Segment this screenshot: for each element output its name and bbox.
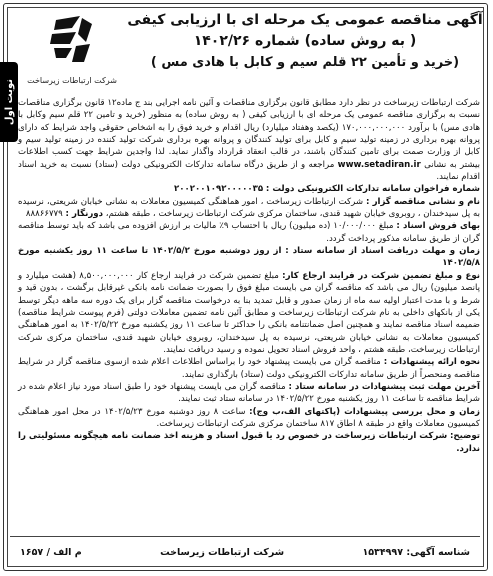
address-text: شرکت ارتباطات زیرساخت ، امور هماهنگی کمیسیون معاملات به نشانی خیابان شریعتی، نرسیده به پل سیدخندان ، روبروی خیابان شهید قندی، ساختمان مرکزی شرکت ارتباطات زیرساخت ، طبقه هشتم،: [18, 196, 480, 220]
address-label: نام و نشانی مناقصه گزار :: [365, 196, 480, 207]
side-tab: [0, 62, 18, 142]
tender-number-row: [18, 183, 480, 195]
ad-header: [125, 10, 485, 73]
tender-number-label: شماره فراخوان سامانه تدارکات الکترونیکی دولت :: [265, 184, 480, 195]
footer-company: شرکت ارتباطات زیرساخت: [160, 546, 285, 558]
note-row: [18, 430, 480, 455]
guarantee-row: [18, 270, 480, 356]
intro-text-end: مراجعه و از طریق درگاه سامانه تدارکات الکترونیکی دولت (ستاد) نسبت به خرید اسناد اقدام نمایند.: [18, 159, 480, 183]
intro-paragraph: [18, 97, 480, 183]
submit-text: مناقصه گران می بایست پیشنهاد خود را طبق اسناد مورد نیاز اعلام شده در شرایط مناقصه تا ساعت ۱۱ روز یکشنبه مورخ ۱۴۰۲/۵/۲۲ در سامانه ستاد ثبت نمایند.: [18, 381, 480, 405]
ad-code: م الف / ۱۶۵۷: [20, 546, 82, 558]
deadline-text: از روز دوشنبه مورخ ۱۴۰۲/۵/۲ تا ساعت ۱۱ روز یکشنبه مورخ ۱۴۰۲/۵/۸: [18, 246, 480, 269]
inquiry-label: نحوه ارائه پیشنهادات :: [383, 357, 481, 368]
ad-title: آگهی مناقصه عمومی یک مرحله ای با ارزیابی کیفی: [127, 12, 483, 28]
deadline-label: زمان و مهلت دریافت اسناد از سامانه ستاد :: [285, 246, 480, 257]
address-row: [18, 196, 480, 221]
website-link[interactable]: www.setadiran.ir: [337, 159, 421, 170]
side-tab-label: نوبت اول: [3, 78, 15, 126]
phone-number: ۸۸۸۶۶۷۷۹: [25, 209, 63, 220]
ad-body: [18, 97, 480, 455]
price-text: مبلغ ۱۰/۰۰۰/۰۰۰ (ده میلیون) ریال با احتساب ۹٪ مالیات بر ارزش افزوده می باشد که باید توسط مناقصه گران از طریق سامانه مذکور پرداخت گردد.: [18, 221, 480, 244]
company-logo: [26, 14, 118, 100]
price-row: [18, 220, 480, 245]
opening-label: زمان و محل بررسی پیشنهادات (پاکتهای الف،ب وج):: [249, 406, 481, 417]
ad-id: شناسه آگهی: ۱۵۳۴۹۹۷: [362, 546, 470, 558]
note-label: توضیح:: [449, 431, 480, 442]
ad-subtitle: ( به روش ساده) شماره ۱۴۰۲/۲۶: [193, 33, 417, 49]
inquiry-row: [18, 356, 480, 381]
intro-text: شرکت ارتباطات زیرساخت در نظر دارد مطابق قانون برگزاری مناقصات و آئین نامه اجرایی بند ج ماده۱۲ قانون برگزاری مناقصات نسبت به برگزاری مناقصه عمومی یک مرحله ای با ارزیابی کیفی ( به روش ساده) به منظور (خرید و تامین ۲۲ قلم سیم وکابل با هادی مس) با برآورد ۱۷۰,۰۰۰,۰۰۰,۰۰۰ (یکصد وهفتاد میلیارد) ریال اقدام و خرید فوق را به اشخاص حقوقی واجد شرایط که دارای پروانه بهره برداری در زمینه تولید سیم و کابل برای تولید کنندگان و پروانه بهره برداری شرکت تولید کننده در زمینه تولید سیم و کابل از وزارت صمت برای تامین کنندگان باشند، در قالب انعقاد قرارداد واگذار نماید. لذا واجدین شرایط جهت کسب اطلاعات بیشتر به نشانی: [18, 98, 480, 170]
tender-number: ۲۰۰۲۰۰۱۰۹۲۰۰۰۰۰۳۵: [173, 184, 264, 195]
phone-label: دورنگار :: [65, 209, 104, 220]
guarantee-label: نوع و مبلغ تضمین شرکت در فرایند ارجاع کار:: [282, 270, 480, 281]
logo-text: شرکت ارتباطات زیرساخت: [27, 76, 117, 85]
guarantee-text: مبلغ تضمین شرکت در فرایند ارجاع کار ۸,۵۰۰,۰۰۰,۰۰۰ (هشت میلیارد و پانصد میلیون) ریال می باشد که مناقصه گران می بایست مبلغ فوق را بصورت ضمانت نامه بانکی غیرقابل برگشت ، بدون قید و شرط و با مدت اعتبار اولیه سه ماه از زمان صدور و قابل تمدید بنا به درخواست مناقصه گزار برای یک دوره سه ماهه دیگر توسط یکی از بانکهای داخلی به نام شرکت ارتباطات زیرساخت و مطابق آئین نامه تضمین معاملات دولتی (فرم پیوست شرایط مناقصه) ضمیمه اسناد مناقصه نمایند و همچنین اصل ضمانتنامه بانکی را حداکثر تا ساعت ۱۱ روز یکشنبه مورخ ۱۴۰۲/۵/۲۲ به امور هماهنگی کمیسیون معاملات به نشانی خیابان شریعتی، نرسیده به پل سیدخندان، روبروی خیابان شهید قندی، ساختمان مرکزی شرکت ارتباطات زیرساخت، طبقه هشتم ، واحد فروش اسناد تحویل نموده و رسید دریافت نمایند.: [18, 270, 480, 355]
ad-footer: [10, 536, 480, 567]
ad-scope: (خرید و تأمین ۲۲ قلم سیم و کابل با هادی مس ): [150, 55, 460, 70]
company-logo-icon: [50, 14, 94, 70]
price-label: بهای فروش اسناد :: [396, 221, 480, 232]
submit-row: [18, 381, 480, 406]
inquiry-text: مناقصه گران می بایست پیشنهاد خود را براساس اطلاعات اعلام شده ازسوی مناقصه گزار در شرایط مناقصه ومنحصراً از طریق سامانه تدارکات الکترونیکی دولت (ستاد) بارگذاری نمایند.: [18, 357, 480, 380]
submit-label: آخرین مهلت ثبت پیشنهادات در سامانه ستاد :: [288, 381, 480, 392]
note-text: شرکت ارتباطات زیرساخت در خصوص رد یا قبول اسناد و هزینه اخذ ضمانت نامه هیچگونه مسئولیتی را ندارد.: [18, 431, 480, 454]
opening-text: ساعت ۸ روز دوشنبه مورخ ۱۴۰۲/۵/۲۳ در محل امور هماهنگی کمیسیون معاملات واقع در طبقه ۸ اطاق ۸۱۷ ساختمان مرکزی شرکت ارتباطات زیرساخت.: [18, 406, 480, 429]
opening-row: [18, 406, 480, 431]
deadline-row: [18, 245, 480, 270]
